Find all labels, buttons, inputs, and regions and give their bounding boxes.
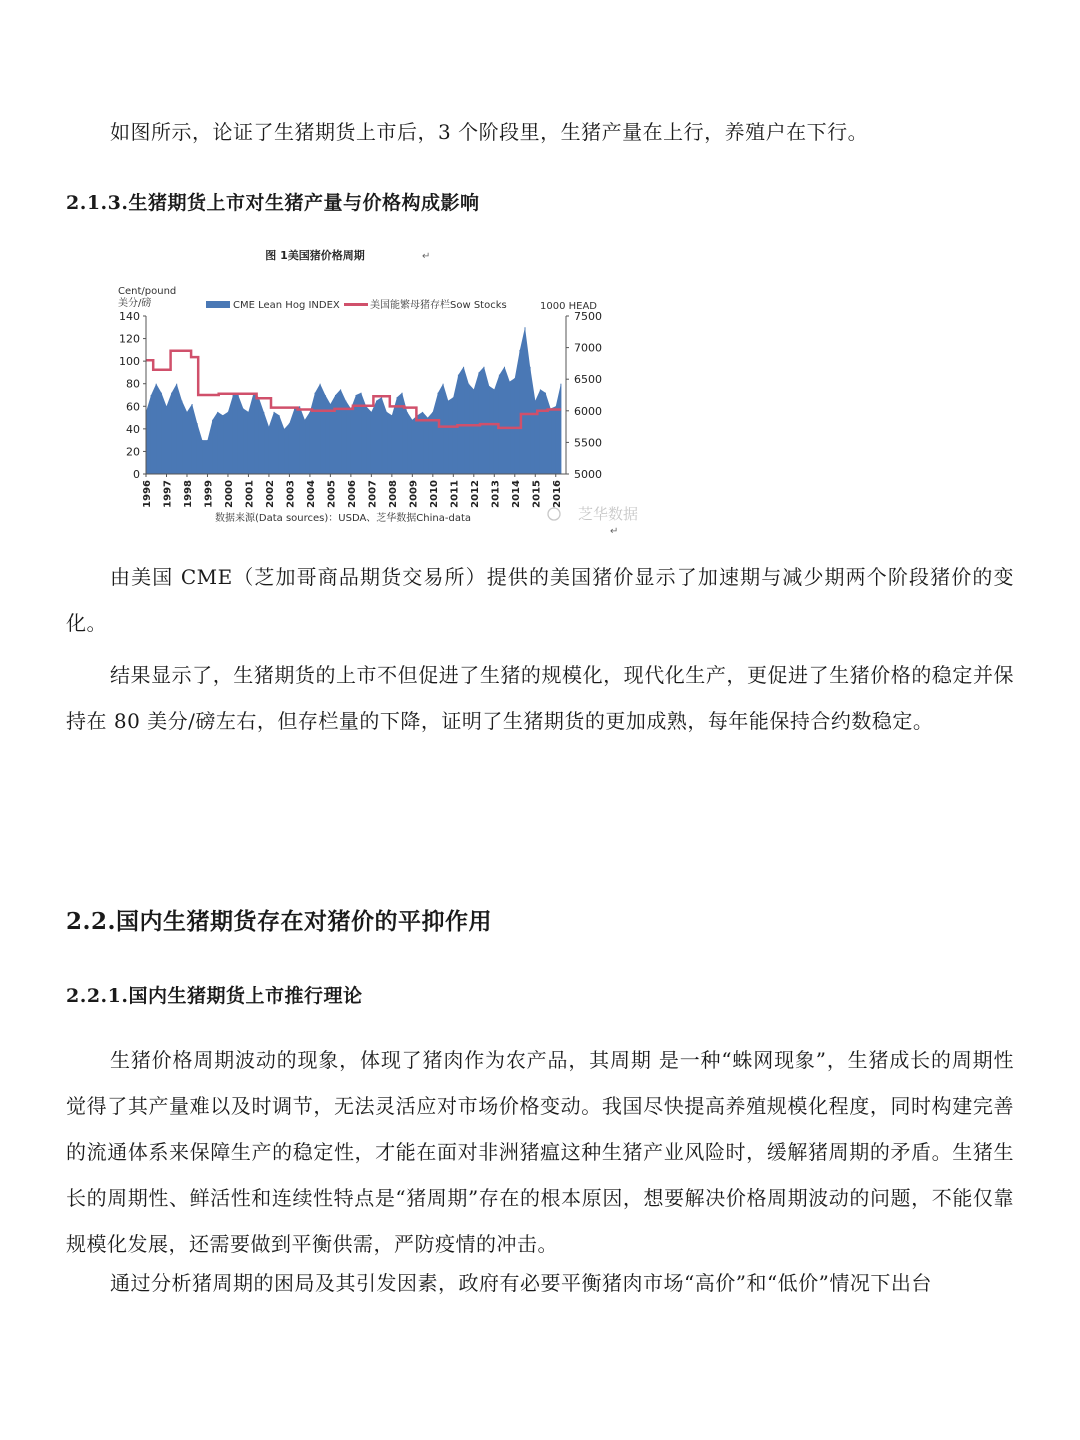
y-tick-label-left: 60 <box>126 400 140 414</box>
legend-swatch-hog-index <box>206 301 230 308</box>
chart-title <box>265 248 430 262</box>
paragraph-5: 通过分析猪周期的困局及其引发因素，政府有必要平衡猪肉市场“高价”和“低价”情况下出台 <box>110 1271 932 1295</box>
x-tick-label: 1996 <box>142 480 153 508</box>
figure-end-mark: ↵ <box>610 526 619 537</box>
paragraph-2: 由美国 CME（芝加哥商品期货交易所）提供的美国猪价显示了加速期与减少期两个阶段猪价的变化。 <box>66 565 1014 635</box>
y-axis-label-right: 1000 HEAD <box>540 301 598 312</box>
y-tick-label-left: 20 <box>126 445 140 459</box>
y-tick-label-right: 7000 <box>574 341 602 355</box>
chart-legend <box>206 298 507 311</box>
watermark-text: 芝华数据 <box>578 505 639 523</box>
x-tick-label: 2016 <box>551 480 563 508</box>
heading-2-2: 2.2.国内生猪期货存在对猪价的平抑作用 <box>66 908 493 935</box>
x-tick-label: 2000 <box>223 480 235 508</box>
x-tick-label: 2015 <box>531 480 543 508</box>
x-tick-label: 2009 <box>408 480 420 508</box>
legend-label-sow-stocks: 美国能繁母猪存栏Sow Stocks <box>370 300 507 311</box>
watermark-logo-icon <box>548 508 560 520</box>
chart-title-mark: ↵ <box>422 251 431 262</box>
x-tick-label: 2013 <box>490 480 502 508</box>
hog-index-area <box>146 327 561 474</box>
y-tick-label-left: 40 <box>126 422 140 436</box>
paragraph-3: 结果显示了，生猪期货的上市不但促进了生猪的规模化，现代化生产，更促进了生猪价格的稳定并保持在 80 美分/磅左右，但存栏量的下降，证明了生猪期货的更加成熟，每年能保持合约数稳定。 <box>66 663 1014 733</box>
x-tick-label: 2006 <box>346 480 358 508</box>
x-tick-label: 2007 <box>367 480 379 508</box>
x-tick-label: 2014 <box>510 480 522 508</box>
y-tick-label-right: 6000 <box>574 404 602 418</box>
heading-2-2-1: 2.2.1.国内生猪期货上市推行理论 <box>66 985 363 1007</box>
x-tick-label: 2005 <box>326 480 338 508</box>
y-tick-label-right: 7500 <box>574 310 602 323</box>
x-tick-label: 1998 <box>182 480 194 508</box>
paragraph-4: 生猪价格周期波动的现象，体现了猪肉作为农产品，其周期 是一种“蛛网现象”，生猪成长的周期性觉得了其产量难以及时调节，无法灵活应对市场价格变动。我国尽快提高养殖规模化程度，同时构建完善的流通体系来保障生产的稳定性，才能在面对非洲猪瘟这种生猪产业风险时，缓解猪周期的矛盾。生猪生长的周期性、鲜活性和连续性特点是“猪周期”存在的根本原因，想要解决价格周期波动的问题，不能仅靠规模化发展，还需要做到平衡供需，严防疫情的冲击。 <box>66 1048 1014 1256</box>
x-tick-label: 2001 <box>244 480 256 508</box>
paragraph-1: 如图所示，论证了生猪期货上市后，3 个阶段里，生猪产量在上行，养殖户在下行。 <box>110 120 869 144</box>
us-hog-price-cycle-chart <box>110 238 670 538</box>
x-tick-label: 2004 <box>305 480 317 508</box>
x-tick-label: 1999 <box>203 480 215 508</box>
y-axis-label-left: Cent/pound <box>118 286 177 297</box>
x-tick-label: 2002 <box>264 480 276 508</box>
x-tick-label: 2008 <box>387 480 399 508</box>
y-tick-label-left: 80 <box>126 377 140 391</box>
y-tick-label-right: 6500 <box>574 373 602 387</box>
x-tick-label: 2012 <box>469 480 481 508</box>
x-tick-label: 2010 <box>428 480 440 508</box>
y-tick-label-right: 5500 <box>574 436 602 450</box>
y-tick-label-left: 120 <box>119 332 140 346</box>
heading-2-1-3: 2.1.3.生猪期货上市对生猪产量与价格构成影响 <box>66 192 480 214</box>
y-axis-label-left-cn: 美分/磅 <box>118 298 152 309</box>
y-tick-label-left: 100 <box>119 355 140 369</box>
chart-source-note: 数据来源(Data sources)：USDA、芝华数据China-data <box>215 513 472 524</box>
chart-title-text: 图 1美国猪价格周期 <box>265 249 365 262</box>
x-tick-label: 1997 <box>162 480 174 508</box>
legend-label-hog-index: CME Lean Hog INDEX <box>233 300 340 311</box>
y-tick-label-left: 0 <box>133 468 140 481</box>
x-tick-label: 2011 <box>449 480 461 508</box>
x-tick-label: 2003 <box>285 480 297 508</box>
y-tick-label-left: 140 <box>119 310 140 323</box>
y-tick-label-right: 5000 <box>574 468 602 481</box>
